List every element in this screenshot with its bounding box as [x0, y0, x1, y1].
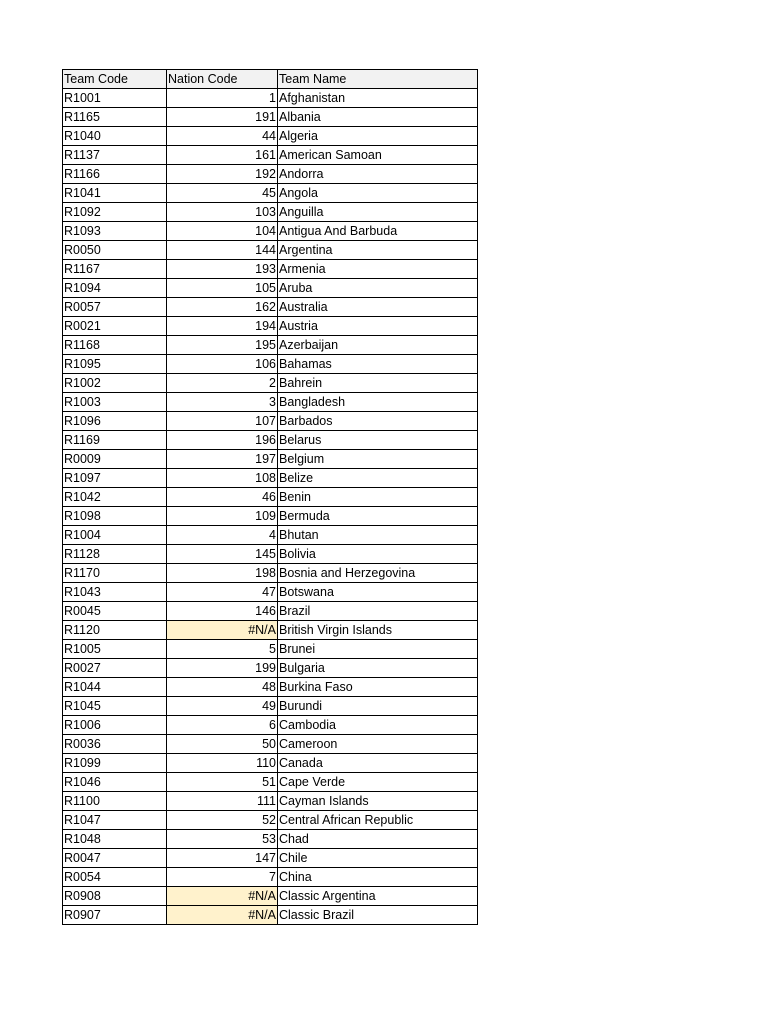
team-code-cell[interactable]: R0054 [63, 868, 167, 887]
table-row [63, 507, 478, 526]
team-code-cell[interactable]: R0047 [63, 849, 167, 868]
team-name-cell[interactable]: Barbados [278, 412, 478, 431]
team-name-cell[interactable]: Bolivia [278, 545, 478, 564]
team-name-cell[interactable]: Anguilla [278, 203, 478, 222]
team-name-cell[interactable]: Botswana [278, 583, 478, 602]
team-code-cell[interactable]: R1042 [63, 488, 167, 507]
team-name-cell[interactable]: Armenia [278, 260, 478, 279]
table-row [63, 811, 478, 830]
team-code-cell[interactable]: R0045 [63, 602, 167, 621]
team-name-cell[interactable]: Aruba [278, 279, 478, 298]
team-code-cell[interactable]: R1092 [63, 203, 167, 222]
nation-code-cell[interactable]: 2 [167, 374, 278, 393]
nation-code-cell[interactable]: 199 [167, 659, 278, 678]
header-row [63, 70, 478, 89]
team-name-cell[interactable]: Azerbaijan [278, 336, 478, 355]
table-row [63, 431, 478, 450]
team-code-cell[interactable]: R1001 [63, 89, 167, 108]
team-name-cell[interactable]: Cameroon [278, 735, 478, 754]
team-name-cell[interactable]: Austria [278, 317, 478, 336]
team-name-cell[interactable]: Chile [278, 849, 478, 868]
nation-code-cell[interactable]: 110 [167, 754, 278, 773]
table-row [63, 735, 478, 754]
team-code-header[interactable]: Team Code [63, 70, 167, 89]
nation-code-header[interactable]: Nation Code [167, 70, 278, 89]
team-name-cell[interactable]: Bermuda [278, 507, 478, 526]
nation-code-cell[interactable]: 109 [167, 507, 278, 526]
table-row [63, 184, 478, 203]
team-code-cell[interactable]: R1095 [63, 355, 167, 374]
nation-code-cell[interactable]: 108 [167, 469, 278, 488]
nation-code-cell[interactable]: 45 [167, 184, 278, 203]
table-row [63, 526, 478, 545]
team-code-cell[interactable]: R1002 [63, 374, 167, 393]
table-row [63, 222, 478, 241]
table-row [63, 583, 478, 602]
table-row [63, 127, 478, 146]
table-row [63, 621, 478, 640]
table-row [63, 298, 478, 317]
team-name-cell[interactable]: Andorra [278, 165, 478, 184]
nation-code-cell[interactable]: 147 [167, 849, 278, 868]
team-code-cell[interactable]: R0036 [63, 735, 167, 754]
nation-code-cell[interactable]: 145 [167, 545, 278, 564]
table-row [63, 906, 478, 925]
nation-code-cell[interactable]: 51 [167, 773, 278, 792]
table-row [63, 165, 478, 184]
team-code-cell[interactable]: R1100 [63, 792, 167, 811]
team-code-cell[interactable]: R1099 [63, 754, 167, 773]
table-row [63, 849, 478, 868]
nation-code-cell[interactable]: 7 [167, 868, 278, 887]
table-row [63, 545, 478, 564]
table-row [63, 89, 478, 108]
team-code-cell[interactable]: R1169 [63, 431, 167, 450]
nation-code-cell[interactable]: #N/A [167, 906, 278, 925]
table-row [63, 887, 478, 906]
team-code-cell[interactable]: R1043 [63, 583, 167, 602]
table-row [63, 317, 478, 336]
nation-code-cell[interactable]: 162 [167, 298, 278, 317]
nation-code-cell[interactable]: 161 [167, 146, 278, 165]
table-row [63, 564, 478, 583]
team-name-cell[interactable]: Cambodia [278, 716, 478, 735]
nation-code-cell[interactable]: 50 [167, 735, 278, 754]
team-name-cell[interactable]: Canada [278, 754, 478, 773]
team-name-cell[interactable]: Afghanistan [278, 89, 478, 108]
team-name-cell[interactable]: Bahamas [278, 355, 478, 374]
team-name-cell[interactable]: Bulgaria [278, 659, 478, 678]
table-row [63, 260, 478, 279]
team-code-cell[interactable]: R1097 [63, 469, 167, 488]
team-name-cell[interactable]: Belarus [278, 431, 478, 450]
team-code-cell[interactable]: R1040 [63, 127, 167, 146]
nation-code-cell[interactable]: 193 [167, 260, 278, 279]
team-code-cell[interactable]: R1093 [63, 222, 167, 241]
team-name-cell[interactable]: Classic Argentina [278, 887, 478, 906]
team-name-cell[interactable]: Bhutan [278, 526, 478, 545]
table-row [63, 241, 478, 260]
team-code-cell[interactable]: R1044 [63, 678, 167, 697]
table-row [63, 355, 478, 374]
nation-code-cell[interactable]: 106 [167, 355, 278, 374]
team-name-cell[interactable]: Burkina Faso [278, 678, 478, 697]
team-code-cell[interactable]: R0050 [63, 241, 167, 260]
table-row [63, 754, 478, 773]
table-row [63, 773, 478, 792]
table-row [63, 146, 478, 165]
table-row [63, 602, 478, 621]
team-name-cell[interactable]: Central African Republic [278, 811, 478, 830]
nation-code-cell[interactable]: 111 [167, 792, 278, 811]
team-code-cell[interactable]: R1096 [63, 412, 167, 431]
team-code-cell[interactable]: R1094 [63, 279, 167, 298]
nation-code-cell[interactable]: 53 [167, 830, 278, 849]
team-name-cell[interactable]: Australia [278, 298, 478, 317]
table-row [63, 697, 478, 716]
table-row [63, 108, 478, 127]
table-row [63, 203, 478, 222]
team-code-cell[interactable]: R1120 [63, 621, 167, 640]
nation-code-cell[interactable]: 195 [167, 336, 278, 355]
nation-code-cell[interactable]: 48 [167, 678, 278, 697]
table-row [63, 374, 478, 393]
team-code-cell[interactable]: R0908 [63, 887, 167, 906]
team-code-cell[interactable]: R0021 [63, 317, 167, 336]
nation-code-cell[interactable]: 192 [167, 165, 278, 184]
team-name-cell[interactable]: Belize [278, 469, 478, 488]
team-name-cell[interactable]: Chad [278, 830, 478, 849]
nation-code-cell[interactable]: 103 [167, 203, 278, 222]
table-row [63, 469, 478, 488]
team-name-cell[interactable]: Classic Brazil [278, 906, 478, 925]
nation-code-cell[interactable]: 105 [167, 279, 278, 298]
team-code-cell[interactable]: R1128 [63, 545, 167, 564]
team-name-cell[interactable]: British Virgin Islands [278, 621, 478, 640]
team-code-cell[interactable]: R1004 [63, 526, 167, 545]
table-row [63, 393, 478, 412]
table-row [63, 716, 478, 735]
table-row [63, 488, 478, 507]
table-row [63, 830, 478, 849]
table-row [63, 336, 478, 355]
nation-code-cell[interactable]: 196 [167, 431, 278, 450]
nation-code-cell[interactable]: 194 [167, 317, 278, 336]
nation-code-cell[interactable]: 6 [167, 716, 278, 735]
team-code-cell[interactable]: R0027 [63, 659, 167, 678]
nation-code-cell[interactable]: 104 [167, 222, 278, 241]
team-code-cell[interactable]: R1098 [63, 507, 167, 526]
team-code-cell[interactable]: R1003 [63, 393, 167, 412]
table-row [63, 450, 478, 469]
table-row [63, 678, 478, 697]
table-row [63, 792, 478, 811]
team-code-cell[interactable]: R1041 [63, 184, 167, 203]
team-code-cell[interactable]: R1168 [63, 336, 167, 355]
team-name-cell[interactable]: Angola [278, 184, 478, 203]
team-code-cell[interactable]: R1006 [63, 716, 167, 735]
table-row [63, 412, 478, 431]
team-code-cell[interactable]: R1167 [63, 260, 167, 279]
team-code-cell[interactable]: R1166 [63, 165, 167, 184]
team-name-cell[interactable]: Cayman Islands [278, 792, 478, 811]
team-code-cell[interactable]: R1045 [63, 697, 167, 716]
team-name-cell[interactable]: Brunei [278, 640, 478, 659]
team-code-cell[interactable]: R1047 [63, 811, 167, 830]
nation-code-cell[interactable]: 146 [167, 602, 278, 621]
team-name-cell[interactable]: Benin [278, 488, 478, 507]
nation-code-cell[interactable]: 198 [167, 564, 278, 583]
team-code-cell[interactable]: R0907 [63, 906, 167, 925]
nation-code-cell[interactable]: 1 [167, 89, 278, 108]
nation-code-cell[interactable]: 107 [167, 412, 278, 431]
team-name-cell[interactable]: American Samoan [278, 146, 478, 165]
team-name-cell[interactable]: China [278, 868, 478, 887]
nation-code-cell[interactable]: 52 [167, 811, 278, 830]
nation-code-cell[interactable]: 47 [167, 583, 278, 602]
table-row [63, 659, 478, 678]
team-name-cell[interactable]: Belgium [278, 450, 478, 469]
team-name-header[interactable]: Team Name [278, 70, 478, 89]
table-row [63, 640, 478, 659]
team-name-cell[interactable]: Brazil [278, 602, 478, 621]
nation-code-cell[interactable]: #N/A [167, 621, 278, 640]
nation-code-cell[interactable]: 49 [167, 697, 278, 716]
team-code-cell[interactable]: R1170 [63, 564, 167, 583]
team-name-cell[interactable]: Bosnia and Herzegovina [278, 564, 478, 583]
nation-code-cell[interactable]: 3 [167, 393, 278, 412]
team-code-cell[interactable]: R1046 [63, 773, 167, 792]
team-code-cell[interactable]: R1048 [63, 830, 167, 849]
team-name-cell[interactable]: Argentina [278, 241, 478, 260]
team-name-cell[interactable]: Burundi [278, 697, 478, 716]
nation-code-cell[interactable]: 44 [167, 127, 278, 146]
nation-code-cell[interactable]: 4 [167, 526, 278, 545]
team-code-cell[interactable]: R1137 [63, 146, 167, 165]
team-name-cell[interactable]: Bangladesh [278, 393, 478, 412]
team-name-cell[interactable]: Bahrein [278, 374, 478, 393]
team-code-cell[interactable]: R1005 [63, 640, 167, 659]
team-code-cell[interactable]: R0057 [63, 298, 167, 317]
table-row [63, 279, 478, 298]
nation-code-cell[interactable]: 197 [167, 450, 278, 469]
team-code-cell[interactable]: R1165 [63, 108, 167, 127]
nation-code-cell[interactable]: 46 [167, 488, 278, 507]
team-name-cell[interactable]: Antigua And Barbuda [278, 222, 478, 241]
team-name-cell[interactable]: Albania [278, 108, 478, 127]
nation-code-cell[interactable]: #N/A [167, 887, 278, 906]
team-table [62, 69, 478, 925]
table-row [63, 868, 478, 887]
team-name-cell[interactable]: Algeria [278, 127, 478, 146]
team-code-cell[interactable]: R0009 [63, 450, 167, 469]
nation-code-cell[interactable]: 5 [167, 640, 278, 659]
nation-code-cell[interactable]: 191 [167, 108, 278, 127]
nation-code-cell[interactable]: 144 [167, 241, 278, 260]
team-name-cell[interactable]: Cape Verde [278, 773, 478, 792]
